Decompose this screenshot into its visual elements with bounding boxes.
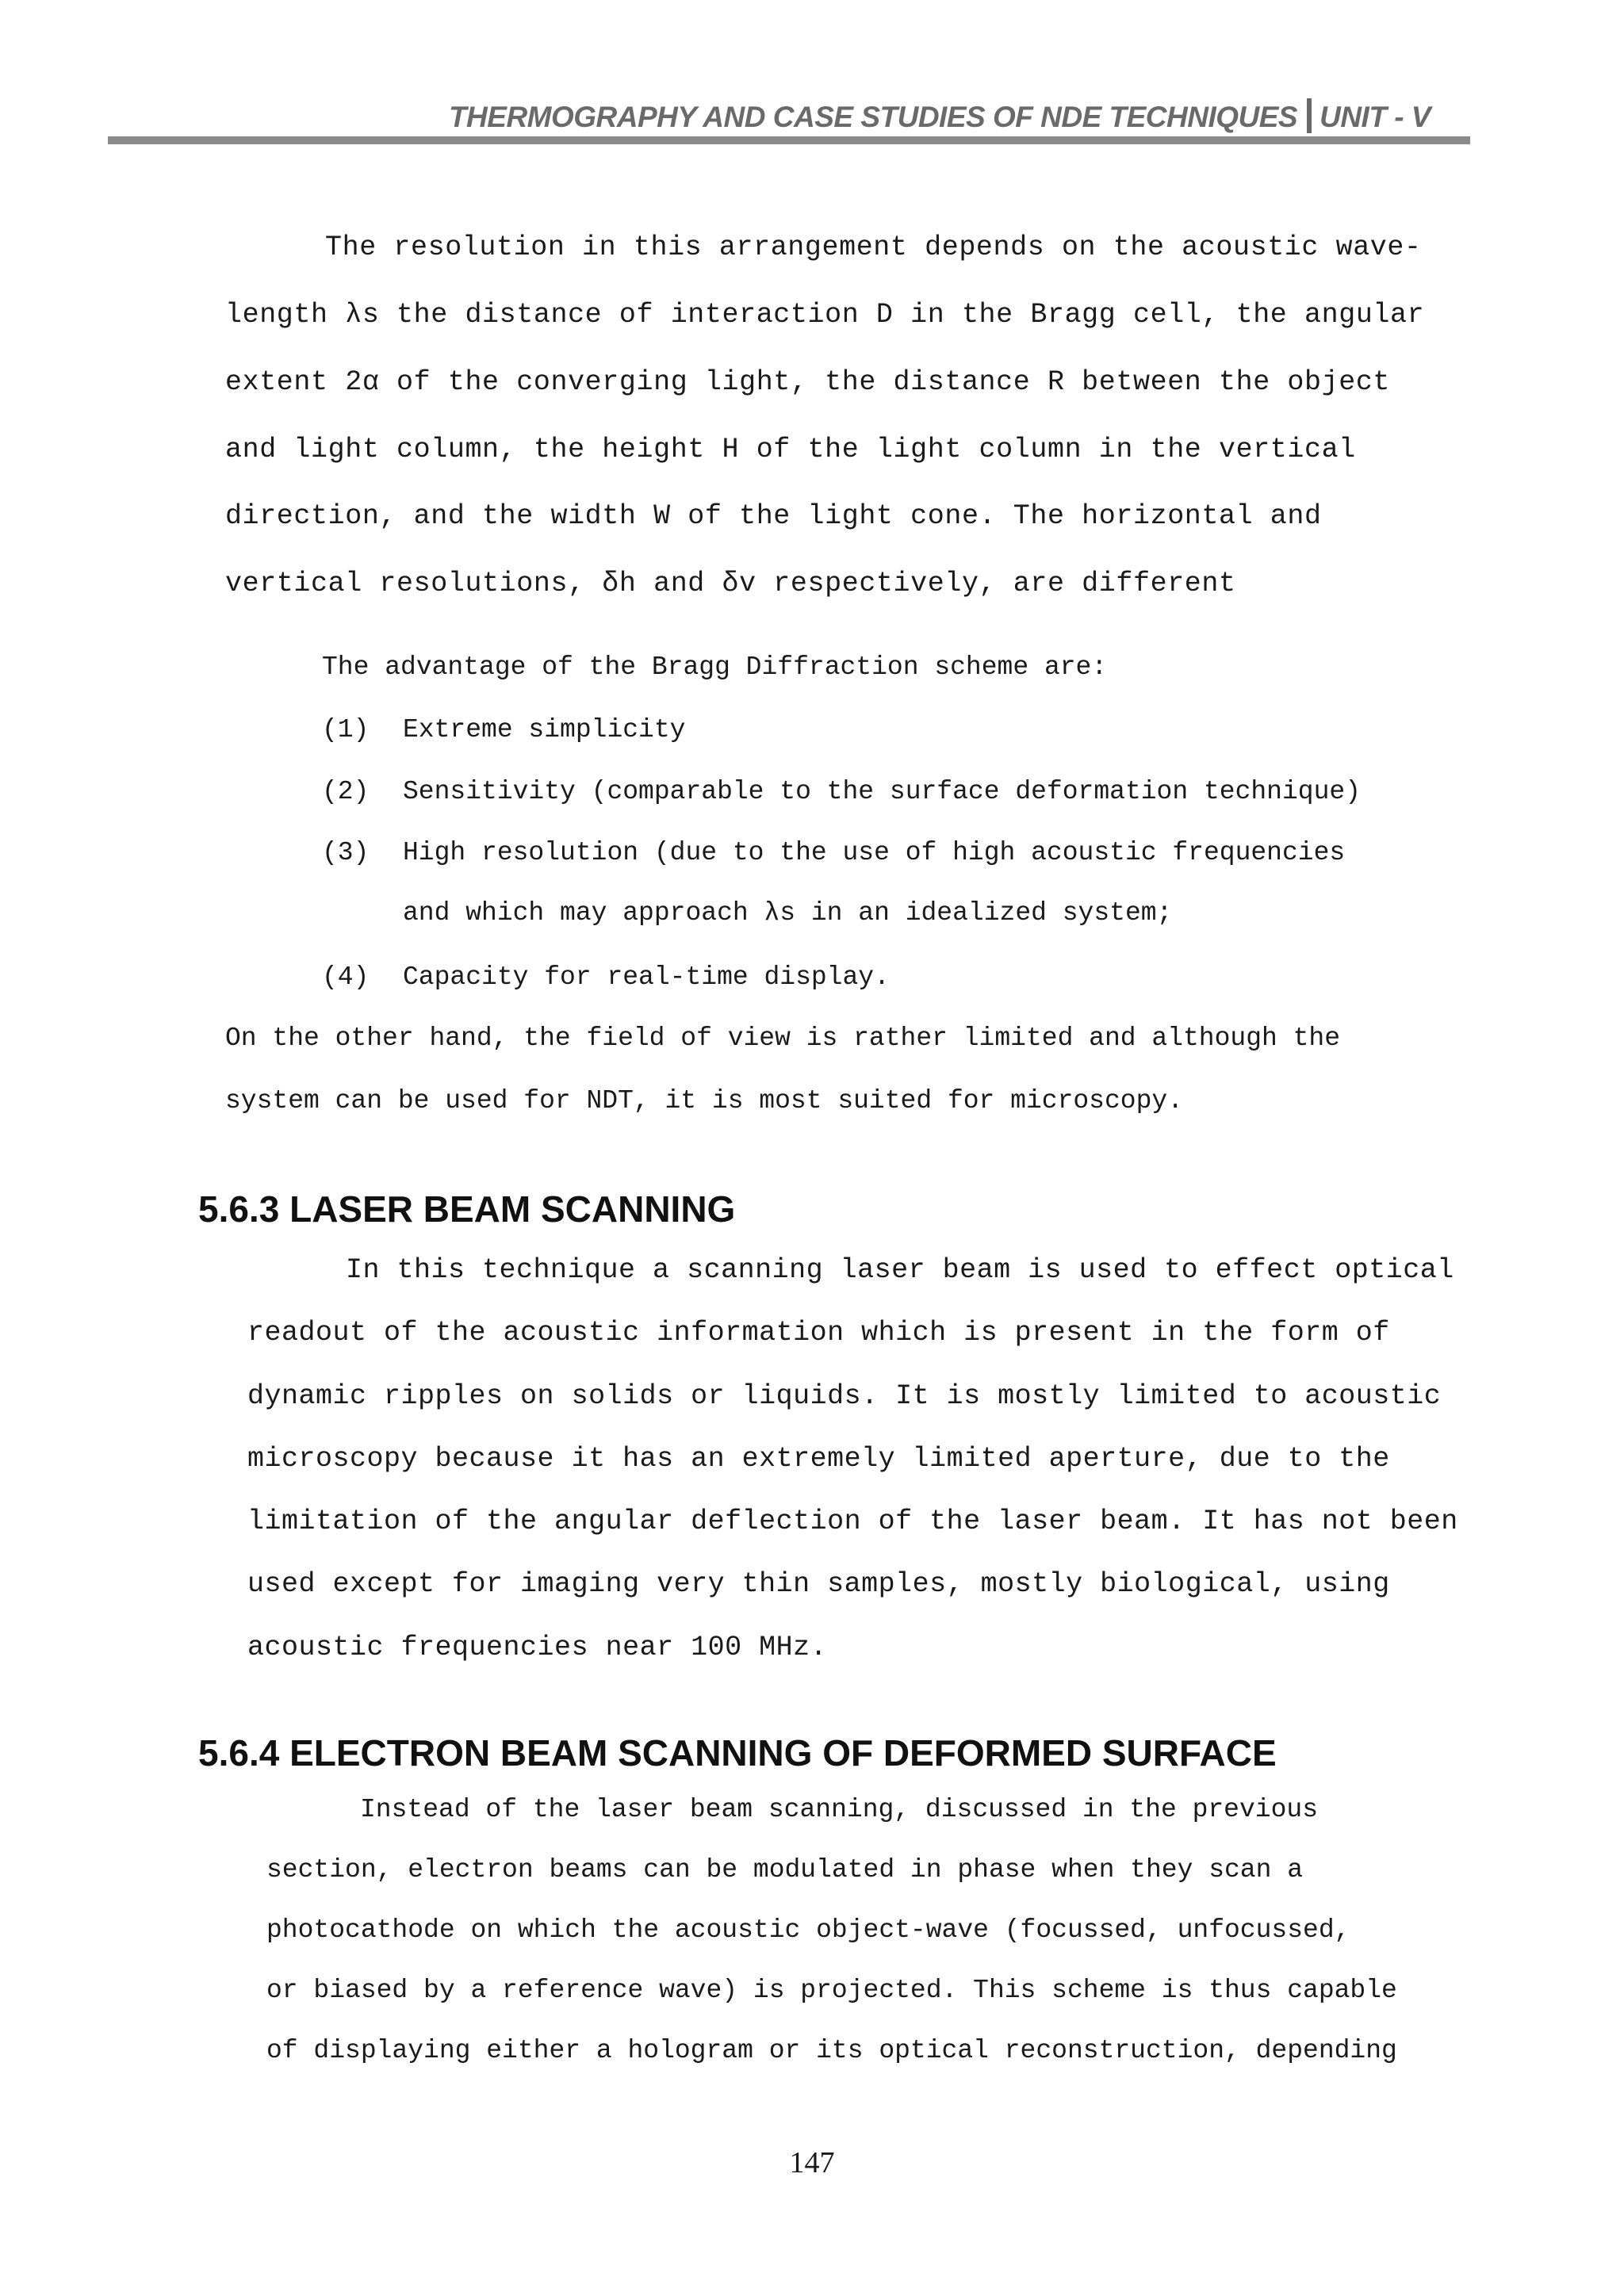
- header-separator: [1307, 98, 1312, 133]
- list-intro: The advantage of the Bragg Diffraction scheme are:: [322, 652, 1108, 682]
- paragraph-line: extent 2α of the converging light, the distance R between the object: [225, 366, 1391, 398]
- paragraph-line: used except for imaging very thin samples, mostly biological, using: [247, 1568, 1390, 1600]
- list-number: (1): [322, 715, 370, 744]
- header-unit: UNIT - V: [1320, 101, 1431, 133]
- paragraph-line: dynamic ripples on solids or liquids. It is mostly limited to acoustic: [247, 1380, 1442, 1412]
- paragraph-line: direction, and the width W of the light cone. The horizontal and: [225, 500, 1322, 532]
- list-number: (2): [322, 777, 370, 806]
- paragraph-line: Instead of the laser beam scanning, discussed in the previous: [360, 1795, 1318, 1824]
- paragraph-line: On the other hand, the field of view is rather limited and although the: [225, 1024, 1341, 1053]
- paragraph-line: vertical resolutions, δh and δv respectively, are different: [225, 568, 1236, 599]
- page-header: [108, 95, 1470, 146]
- paragraph-line: and light column, the height H of the light column in the vertical: [225, 434, 1356, 465]
- list-number: (3): [322, 838, 370, 867]
- header-rule: [108, 136, 1470, 144]
- paragraph-line: photocathode on which the acoustic object-wave (focussed, unfocussed,: [266, 1915, 1350, 1945]
- paragraph-line: or biased by a reference wave) is projected. This scheme is thus capable: [266, 1976, 1397, 2005]
- list-item: Capacity for real-time display.: [403, 962, 890, 992]
- list-number: (4): [322, 962, 370, 992]
- paragraph-line: section, electron beams can be modulated in phase when they scan a: [266, 1855, 1304, 1885]
- paragraph-line: microscopy because it has an extremely limited aperture, due to the: [247, 1443, 1390, 1475]
- paragraph-line: system can be used for NDT, it is most suited for microscopy.: [225, 1086, 1183, 1115]
- paragraph-line: length λs the distance of interaction D in the Bragg cell, the angular: [225, 299, 1425, 331]
- list-item-continuation: and which may approach λs in an idealized system;: [403, 898, 1173, 928]
- paragraph-line: The resolution in this arrangement depends on the acoustic wave-: [325, 232, 1422, 263]
- list-item: High resolution (due to the use of high acoustic frequencies: [403, 838, 1346, 867]
- list-item: Sensitivity (comparable to the surface deformation technique): [403, 777, 1361, 806]
- section-heading: 5.6.4 ELECTRON BEAM SCANNING OF DEFORMED SURFACE: [198, 1732, 1277, 1774]
- paragraph-line: readout of the acoustic information which is present in the form of: [247, 1317, 1390, 1349]
- list-item: Extreme simplicity: [403, 715, 686, 744]
- running-header: [449, 98, 1431, 134]
- header-title: THERMOGRAPHY AND CASE STUDIES OF NDE TECHNIQUES: [448, 101, 1298, 133]
- page-number: 147: [789, 2146, 835, 2179]
- paragraph-line: of displaying either a hologram or its optical reconstruction, depending: [266, 2036, 1397, 2065]
- paragraph-line: acoustic frequencies near 100 MHz.: [247, 1632, 828, 1663]
- paragraph-line: In this technique a scanning laser beam is used to effect optical: [346, 1254, 1454, 1286]
- section-heading: 5.6.3 LASER BEAM SCANNING: [198, 1188, 736, 1230]
- paragraph-line: limitation of the angular deflection of the laser beam. It has not been: [247, 1506, 1458, 1537]
